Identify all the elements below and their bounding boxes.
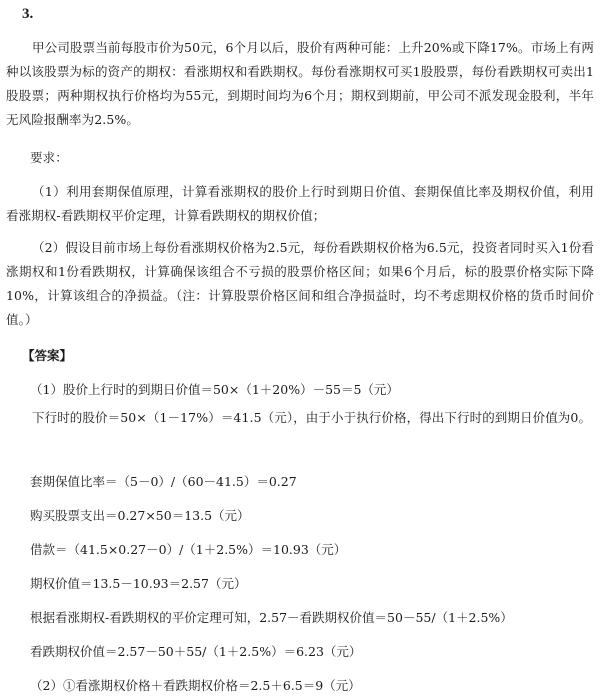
answer-line-4: 购买股票支出＝0.27×50＝13.5（元） — [30, 508, 250, 523]
answer-line-6: 期权价值＝13.5－10.93＝2.57（元） — [30, 576, 247, 591]
question-stem: 甲公司股票当前每股市价为50元，6个月以后，股价有两种可能：上升20%或下降17%。市场上有两种以该股票为标的资产的期权：看涨期权和看跌期权。每份看涨期权可买1股股票，每份看跌期权可卖出1股股票；两种期权执行价格均为55元，到期时间均为6个月；期权到期前，甲公司不派发现金股利，半年无风险报酬率为2.5%。 — [6, 40, 594, 127]
requirements-heading: 要求： — [30, 150, 68, 165]
answer-line-2: 下行时的股价＝50×（1－17%）＝41.5（元），由于小于执行价格，得出下行时的到期日价值为0。 — [32, 410, 592, 425]
requirement-1: （1）利用套期保值原理，计算看涨期权的股价上行时到期日价值、套期保值比率及期权价值，利用看涨期权-看跌期权平价定理，计算看跌期权的期权价值； — [6, 184, 594, 223]
answer-line-8: 看跌期权价值＝2.57－50＋55/（1＋2.5%）＝6.23（元） — [30, 644, 362, 659]
requirement-2: （2）假设目前市场上每份看涨期权价格为2.5元，每份看跌期权价格为6.5元，投资者同时买入1份看涨期权和1份看跌期权，计算确保该组合不亏损的股票价格区间；如果6个月后，标的股票价格实际下降10%，计算该组合的净损益。（注：计算股票价格区间和组合净损益时，均不考虑期权价格的货币时间价值。） — [6, 240, 594, 327]
answer-title: 【答案】 — [22, 348, 73, 363]
answer-line-5: 借款＝（41.5×0.27－0）/（1＋2.5%）＝10.93（元） — [30, 542, 347, 557]
answer-line-1: （1）股价上行时的到期日价值＝50×（1＋20%）－55＝5（元） — [30, 382, 399, 397]
answer-line-3: 套期保值比率＝（5－0）/（60－41.5）＝0.27 — [30, 474, 297, 489]
question-number: 3. — [22, 6, 34, 22]
answer-line-7: 根据看涨期权-看跌期权的平价定理可知，2.57－看跌期权价值＝50－55/（1＋2.5%） — [30, 610, 513, 625]
answer-line-9: （2）①看涨期权价格＋看跌期权价格＝2.5＋6.5＝9（元） — [30, 678, 361, 693]
